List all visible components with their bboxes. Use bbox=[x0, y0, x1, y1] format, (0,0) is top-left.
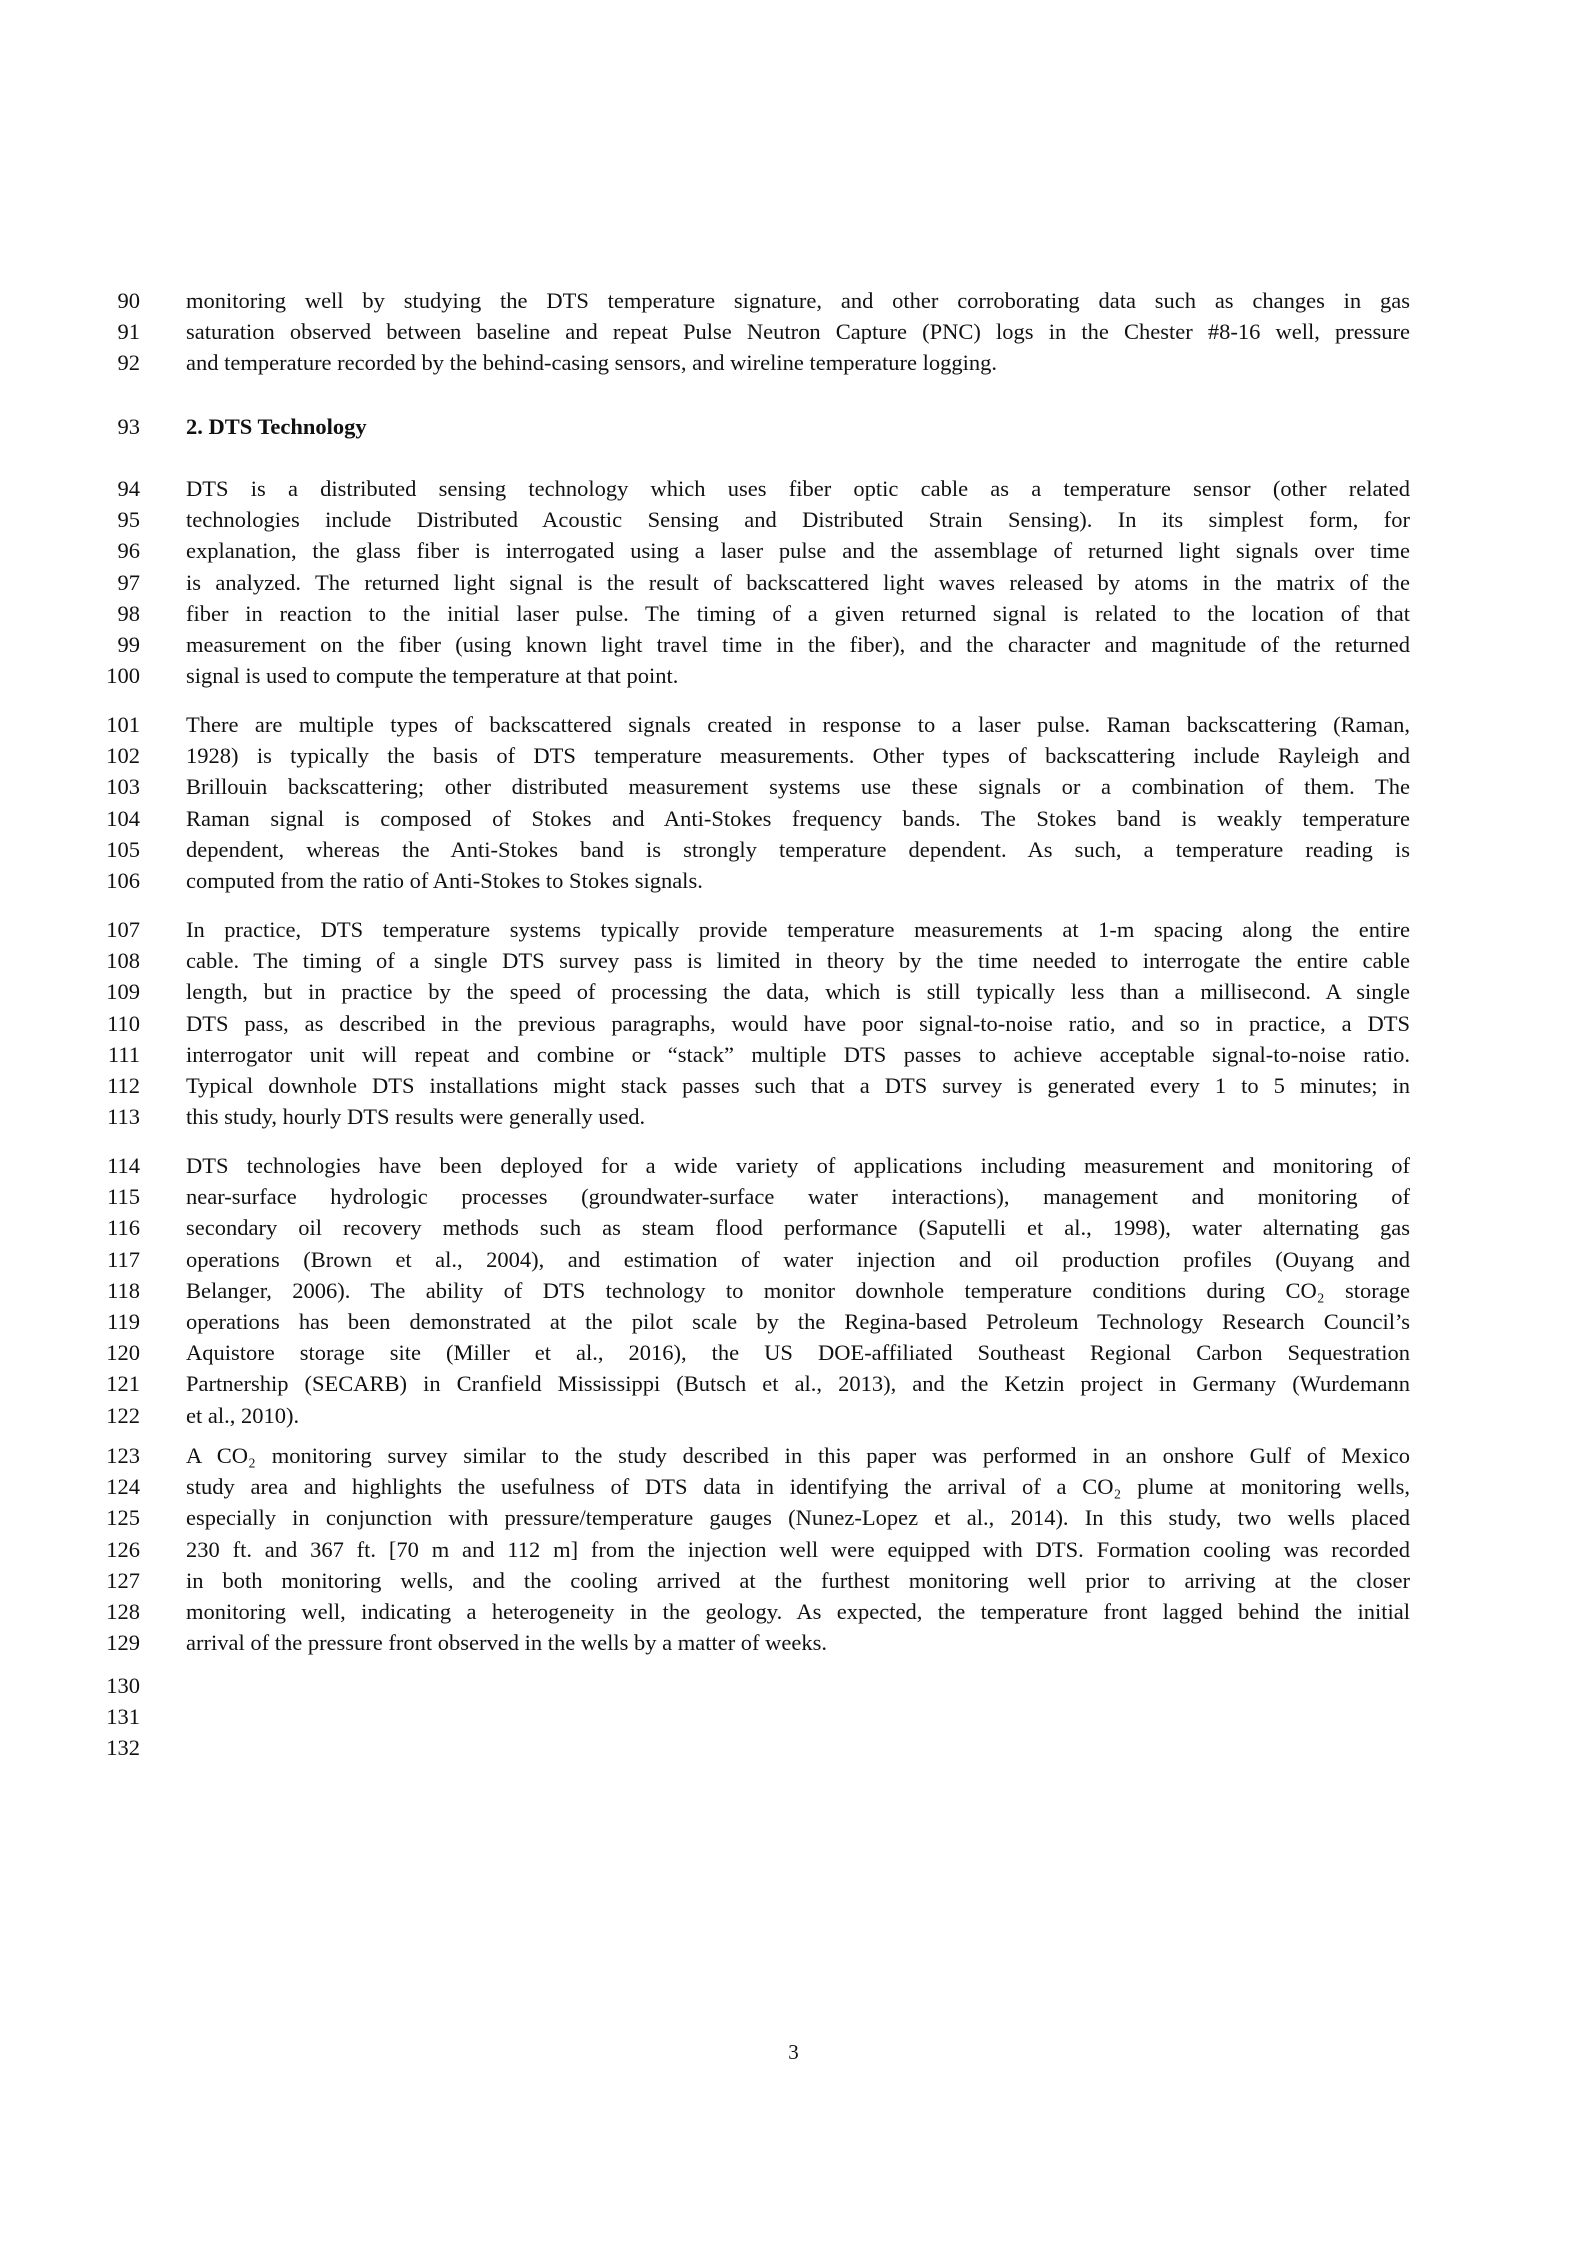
line-number: 122 bbox=[106, 1402, 140, 1428]
text-line bbox=[0, 1212, 1587, 1243]
line-number: 100 bbox=[106, 663, 140, 689]
line-text: computed from the ratio of Anti-Stokes to Stokes signals. bbox=[186, 867, 703, 893]
text-line bbox=[0, 1306, 1587, 1337]
line-number: 129 bbox=[106, 1630, 140, 1656]
paragraph bbox=[0, 1150, 1587, 1431]
line-number: 92 bbox=[117, 350, 140, 376]
text-line bbox=[0, 1275, 1587, 1306]
line-number: 94 bbox=[117, 476, 140, 501]
line-text: Raman signal is composed of Stokes and Anti-Stokes frequency bands. The Stokes band is weakly temperature bbox=[186, 805, 1410, 831]
line-number: 130 bbox=[106, 1673, 140, 1698]
line-text: especially in conjunction with pressure/temperature gauges (Nunez-Lopez et al., 2014). In this study, two wells placed bbox=[186, 1505, 1410, 1531]
line-text: signal is used to compute the temperature at that point. bbox=[186, 663, 679, 689]
text-line bbox=[0, 709, 1587, 740]
text-line bbox=[0, 535, 1587, 566]
text-line bbox=[0, 1337, 1587, 1368]
text-line bbox=[0, 1070, 1587, 1101]
text-line bbox=[0, 976, 1587, 1007]
text-line bbox=[0, 945, 1587, 976]
line-number: 103 bbox=[106, 774, 140, 800]
text-line bbox=[0, 1244, 1587, 1275]
line-number: 90 bbox=[117, 288, 140, 313]
text-line bbox=[0, 598, 1587, 629]
line-text: DTS pass, as described in the previous paragraphs, would have poor signal-to-noise ratio, and so in practice, a DTS bbox=[186, 1010, 1410, 1036]
paragraph bbox=[0, 285, 1587, 379]
line-text: operations (Brown et al., 2004), and estimation of water injection and oil production profiles (Ouyang and bbox=[186, 1246, 1410, 1272]
text-line bbox=[0, 473, 1587, 504]
line-text: technologies include Distributed Acoustic Sensing and Distributed Strain Sensing). In its simplest form, for bbox=[186, 507, 1410, 533]
line-number: 93 bbox=[117, 414, 140, 439]
text-line bbox=[0, 1701, 1587, 1732]
line-number: 99 bbox=[117, 631, 140, 657]
line-text: dependent, whereas the Anti-Stokes band is strongly temperature dependent. As such, a temperature reading is bbox=[186, 836, 1410, 862]
line-text: in both monitoring wells, and the cooling arrived at the furthest monitoring well prior to arriving at the closer bbox=[186, 1567, 1410, 1593]
line-text: this study, hourly DTS results were generally used. bbox=[186, 1104, 646, 1130]
text-line bbox=[0, 285, 1587, 316]
line-number: 113 bbox=[107, 1104, 140, 1130]
text-line bbox=[0, 567, 1587, 598]
line-text: measurement on the fiber (using known light travel time in the fiber), and the character and magnitude of the returned bbox=[186, 631, 1410, 657]
line-text: saturation observed between baseline and repeat Pulse Neutron Capture (PNC) logs in the Chester #8-16 well, pressure bbox=[186, 319, 1410, 345]
line-number: 114 bbox=[107, 1153, 140, 1178]
text-line bbox=[0, 411, 1587, 442]
line-number: 110 bbox=[107, 1010, 140, 1036]
text-line bbox=[0, 914, 1587, 945]
line-number: 115 bbox=[107, 1184, 140, 1210]
page-number: 3 bbox=[788, 2040, 799, 2064]
line-number: 132 bbox=[106, 1735, 140, 1761]
section-heading bbox=[0, 411, 1587, 442]
text-line bbox=[0, 1502, 1587, 1533]
text-line bbox=[0, 629, 1587, 660]
line-text: 1928) is typically the basis of DTS temperature measurements. Other types of backscattering include Rayleigh and bbox=[186, 743, 1410, 769]
line-number: 107 bbox=[106, 917, 140, 942]
text-line bbox=[0, 1670, 1587, 1701]
paragraph bbox=[0, 914, 1587, 1132]
line-text: interrogator unit will repeat and combine or “stack” multiple DTS passes to achieve acceptable signal-to-noise ratio. bbox=[186, 1041, 1410, 1067]
text-line bbox=[0, 1150, 1587, 1181]
line-text: 2. DTS Technology bbox=[186, 414, 367, 439]
line-text: near-surface hydrologic processes (groundwater-surface water interactions), management and monitoring of bbox=[186, 1184, 1410, 1210]
line-number: 119 bbox=[107, 1308, 140, 1334]
line-text: monitoring well by studying the DTS temperature signature, and other corroborating data such as changes in gas bbox=[186, 288, 1410, 313]
text-line bbox=[0, 316, 1587, 347]
line-text: et al., 2010). bbox=[186, 1402, 300, 1428]
text-line bbox=[0, 504, 1587, 535]
text-line bbox=[0, 1181, 1587, 1212]
text-line bbox=[0, 834, 1587, 865]
line-number: 123 bbox=[106, 1443, 140, 1468]
line-number: 111 bbox=[107, 1041, 140, 1067]
line-number: 118 bbox=[107, 1277, 140, 1303]
line-text: explanation, the glass fiber is interrogated using a laser pulse and the assemblage of returned light signals over time bbox=[186, 538, 1410, 564]
line-text: study area and highlights the usefulness of DTS data in identifying the arrival of a CO₂ plume at monitoring wells, bbox=[186, 1474, 1410, 1500]
paragraph bbox=[0, 709, 1587, 896]
line-text: A CO₂ monitoring survey similar to the study described in this paper was performed in an onshore Gulf of Mexico bbox=[186, 1443, 1410, 1468]
line-text: Typical downhole DTS installations might stack passes such that a DTS survey is generated every 1 to 5 minutes; in bbox=[186, 1072, 1410, 1098]
line-number: 125 bbox=[106, 1505, 140, 1531]
line-text: Partnership (SECARB) in Cranfield Mississippi (Butsch et al., 2013), and the Ketzin project in Germany (Wurdemann bbox=[186, 1371, 1410, 1397]
line-number: 91 bbox=[117, 319, 140, 345]
text-line bbox=[0, 1565, 1587, 1596]
line-text: DTS technologies have been deployed for a wide variety of applications including measurement and monitoring of bbox=[186, 1153, 1410, 1178]
line-number: 131 bbox=[106, 1704, 140, 1730]
line-number: 112 bbox=[107, 1072, 140, 1098]
line-number: 116 bbox=[107, 1215, 140, 1241]
line-text: 230 ft. and 367 ft. [70 m and 112 m] from the injection well were equipped with DTS. Formation cooling was recorded bbox=[186, 1536, 1410, 1562]
line-number: 128 bbox=[106, 1598, 140, 1624]
line-text: In practice, DTS temperature systems typically provide temperature measurements at 1-m spacing along the entire bbox=[186, 917, 1410, 942]
line-number: 96 bbox=[117, 538, 140, 564]
line-text: arrival of the pressure front observed in the wells by a matter of weeks. bbox=[186, 1630, 828, 1656]
line-number: 106 bbox=[106, 867, 140, 893]
text-line bbox=[0, 865, 1587, 896]
line-text: is analyzed. The returned light signal is the result of backscattered light waves released by atoms in the matrix of the bbox=[186, 569, 1410, 595]
text-line bbox=[0, 347, 1587, 378]
line-text: Aquistore storage site (Miller et al., 2016), the US DOE-affiliated Southeast Regional Carbon Sequestration bbox=[186, 1340, 1410, 1366]
line-number: 121 bbox=[106, 1371, 140, 1397]
line-text: operations has been demonstrated at the pilot scale by the Regina-based Petroleum Technology Research Council’s bbox=[186, 1308, 1410, 1334]
line-number: 102 bbox=[106, 743, 140, 769]
line-text: Belanger, 2006). The ability of DTS technology to monitor downhole temperature conditions during CO₂ storage bbox=[186, 1277, 1410, 1303]
line-number: 101 bbox=[106, 712, 140, 737]
line-number: 97 bbox=[117, 569, 140, 595]
text-line bbox=[0, 1471, 1587, 1502]
text-line bbox=[0, 1440, 1587, 1471]
line-text: Brillouin backscattering; other distributed measurement systems use these signals or a combination of them. The bbox=[186, 774, 1410, 800]
text-line bbox=[0, 1368, 1587, 1399]
text-line bbox=[0, 1732, 1587, 1763]
text-line bbox=[0, 1008, 1587, 1039]
text-line bbox=[0, 1596, 1587, 1627]
paragraph bbox=[0, 473, 1587, 691]
line-number: 104 bbox=[106, 805, 140, 831]
line-text: and temperature recorded by the behind-casing sensors, and wireline temperature logging. bbox=[186, 350, 997, 376]
line-number: 127 bbox=[106, 1567, 140, 1593]
line-number: 95 bbox=[117, 507, 140, 533]
blank-lines bbox=[0, 1670, 1587, 1764]
text-line bbox=[0, 740, 1587, 771]
line-number: 124 bbox=[106, 1474, 140, 1500]
text-line bbox=[0, 660, 1587, 691]
line-text: cable. The timing of a single DTS survey pass is limited in theory by the time needed to interrogate the entire cable bbox=[186, 948, 1410, 974]
text-line bbox=[0, 771, 1587, 802]
text-line bbox=[0, 1039, 1587, 1070]
line-text: fiber in reaction to the initial laser pulse. The timing of a given returned signal is related to the location of that bbox=[186, 600, 1410, 626]
line-text: There are multiple types of backscattered signals created in response to a laser pulse. Raman backscattering (Raman, bbox=[186, 712, 1410, 737]
line-text: monitoring well, indicating a heterogeneity in the geology. As expected, the temperature front lagged behind the initial bbox=[186, 1598, 1410, 1624]
line-text: DTS is a distributed sensing technology which uses fiber optic cable as a temperature sensor (other related bbox=[186, 476, 1410, 501]
text-line bbox=[0, 1534, 1587, 1565]
text-line bbox=[0, 1400, 1587, 1431]
line-number: 108 bbox=[106, 948, 140, 974]
line-text: secondary oil recovery methods such as steam flood performance (Saputelli et al., 1998), water alternating gas bbox=[186, 1215, 1410, 1241]
line-number: 98 bbox=[117, 600, 140, 626]
line-number: 109 bbox=[106, 979, 140, 1005]
line-number: 117 bbox=[107, 1246, 140, 1272]
text-line bbox=[0, 803, 1587, 834]
line-text: length, but in practice by the speed of processing the data, which is still typically less than a millisecond. A single bbox=[186, 979, 1410, 1005]
line-number: 120 bbox=[106, 1340, 140, 1366]
line-number: 126 bbox=[106, 1536, 140, 1562]
text-line bbox=[0, 1101, 1587, 1132]
text-line bbox=[0, 1627, 1587, 1658]
line-number: 105 bbox=[106, 836, 140, 862]
paragraph bbox=[0, 1440, 1587, 1658]
